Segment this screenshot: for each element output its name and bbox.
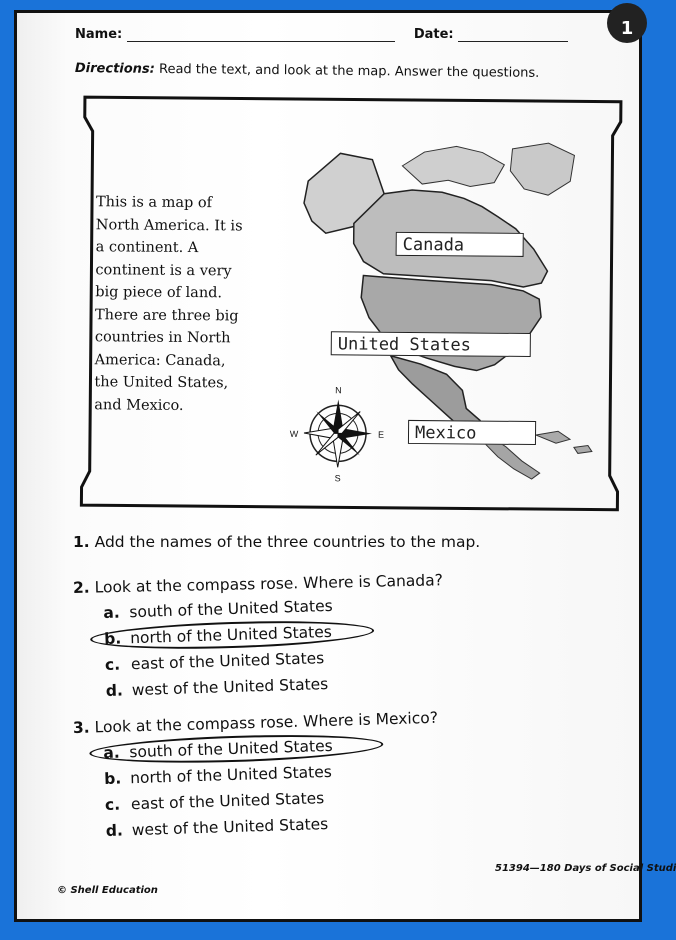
q3-option-d[interactable]: d. west of the United States <box>105 815 329 841</box>
date-line[interactable] <box>458 41 568 42</box>
caribbean-islands-shape <box>536 431 592 453</box>
name-label: Name: <box>75 27 123 42</box>
worksheet-frame <box>14 10 676 922</box>
header-row <box>75 27 568 42</box>
directions-text: Read the text, and look at the map. Answer the questions. <box>158 61 540 81</box>
name-line[interactable] <box>127 41 395 42</box>
q3-option-a[interactable]: a. south of the United States <box>103 723 634 766</box>
compass-s: S <box>334 473 341 484</box>
question-1: 1. Add the names of the three countries to the map. <box>73 533 481 551</box>
directions-label: Directions: <box>74 61 155 77</box>
date-label: Date: <box>413 27 454 42</box>
page-number-badge: 1 <box>607 3 647 43</box>
compass-rose <box>304 399 373 468</box>
usa-label-box[interactable] <box>331 331 531 357</box>
q3-option-b[interactable]: b. north of the United States <box>103 762 333 789</box>
directions <box>75 61 540 81</box>
passage-text: This is a map of North America. It is a continent. A continent is a very big piece of land. There are three big countries in North America: Canada, the United States, and Mexico. <box>94 194 243 414</box>
mexico-label-box[interactable] <box>408 420 536 445</box>
questions-section <box>73 533 633 845</box>
usa-label: United States <box>337 334 471 356</box>
arctic-islands-shape <box>402 146 504 187</box>
q2-option-c[interactable]: c. east of the United States <box>104 649 325 675</box>
compass-w: W <box>289 428 299 439</box>
question-2: 2. Look at the compass rose. Where is Canada? <box>72 571 444 597</box>
q2-option-a[interactable]: a. south of the United States <box>103 596 333 623</box>
compass-e: E <box>377 429 385 440</box>
question-3: 3. Look at the compass rose. Where is Mexico? <box>72 708 439 737</box>
copyright: © Shell Education <box>57 885 158 896</box>
worksheet-page <box>17 13 676 919</box>
compass-n: N <box>335 385 342 396</box>
mexico-label: Mexico <box>414 422 477 444</box>
book-reference: 51394—180 Days of Social Studi <box>495 863 676 874</box>
map-panel <box>69 91 633 516</box>
q2-option-b[interactable]: b. north of the United States <box>104 609 635 652</box>
canada-label-box[interactable] <box>396 232 524 257</box>
greenland-shape <box>510 143 574 196</box>
q3-option-c[interactable]: c. east of the United States <box>104 789 325 815</box>
canada-label: Canada <box>402 234 465 256</box>
q2-option-d[interactable]: d. west of the United States <box>105 675 329 701</box>
